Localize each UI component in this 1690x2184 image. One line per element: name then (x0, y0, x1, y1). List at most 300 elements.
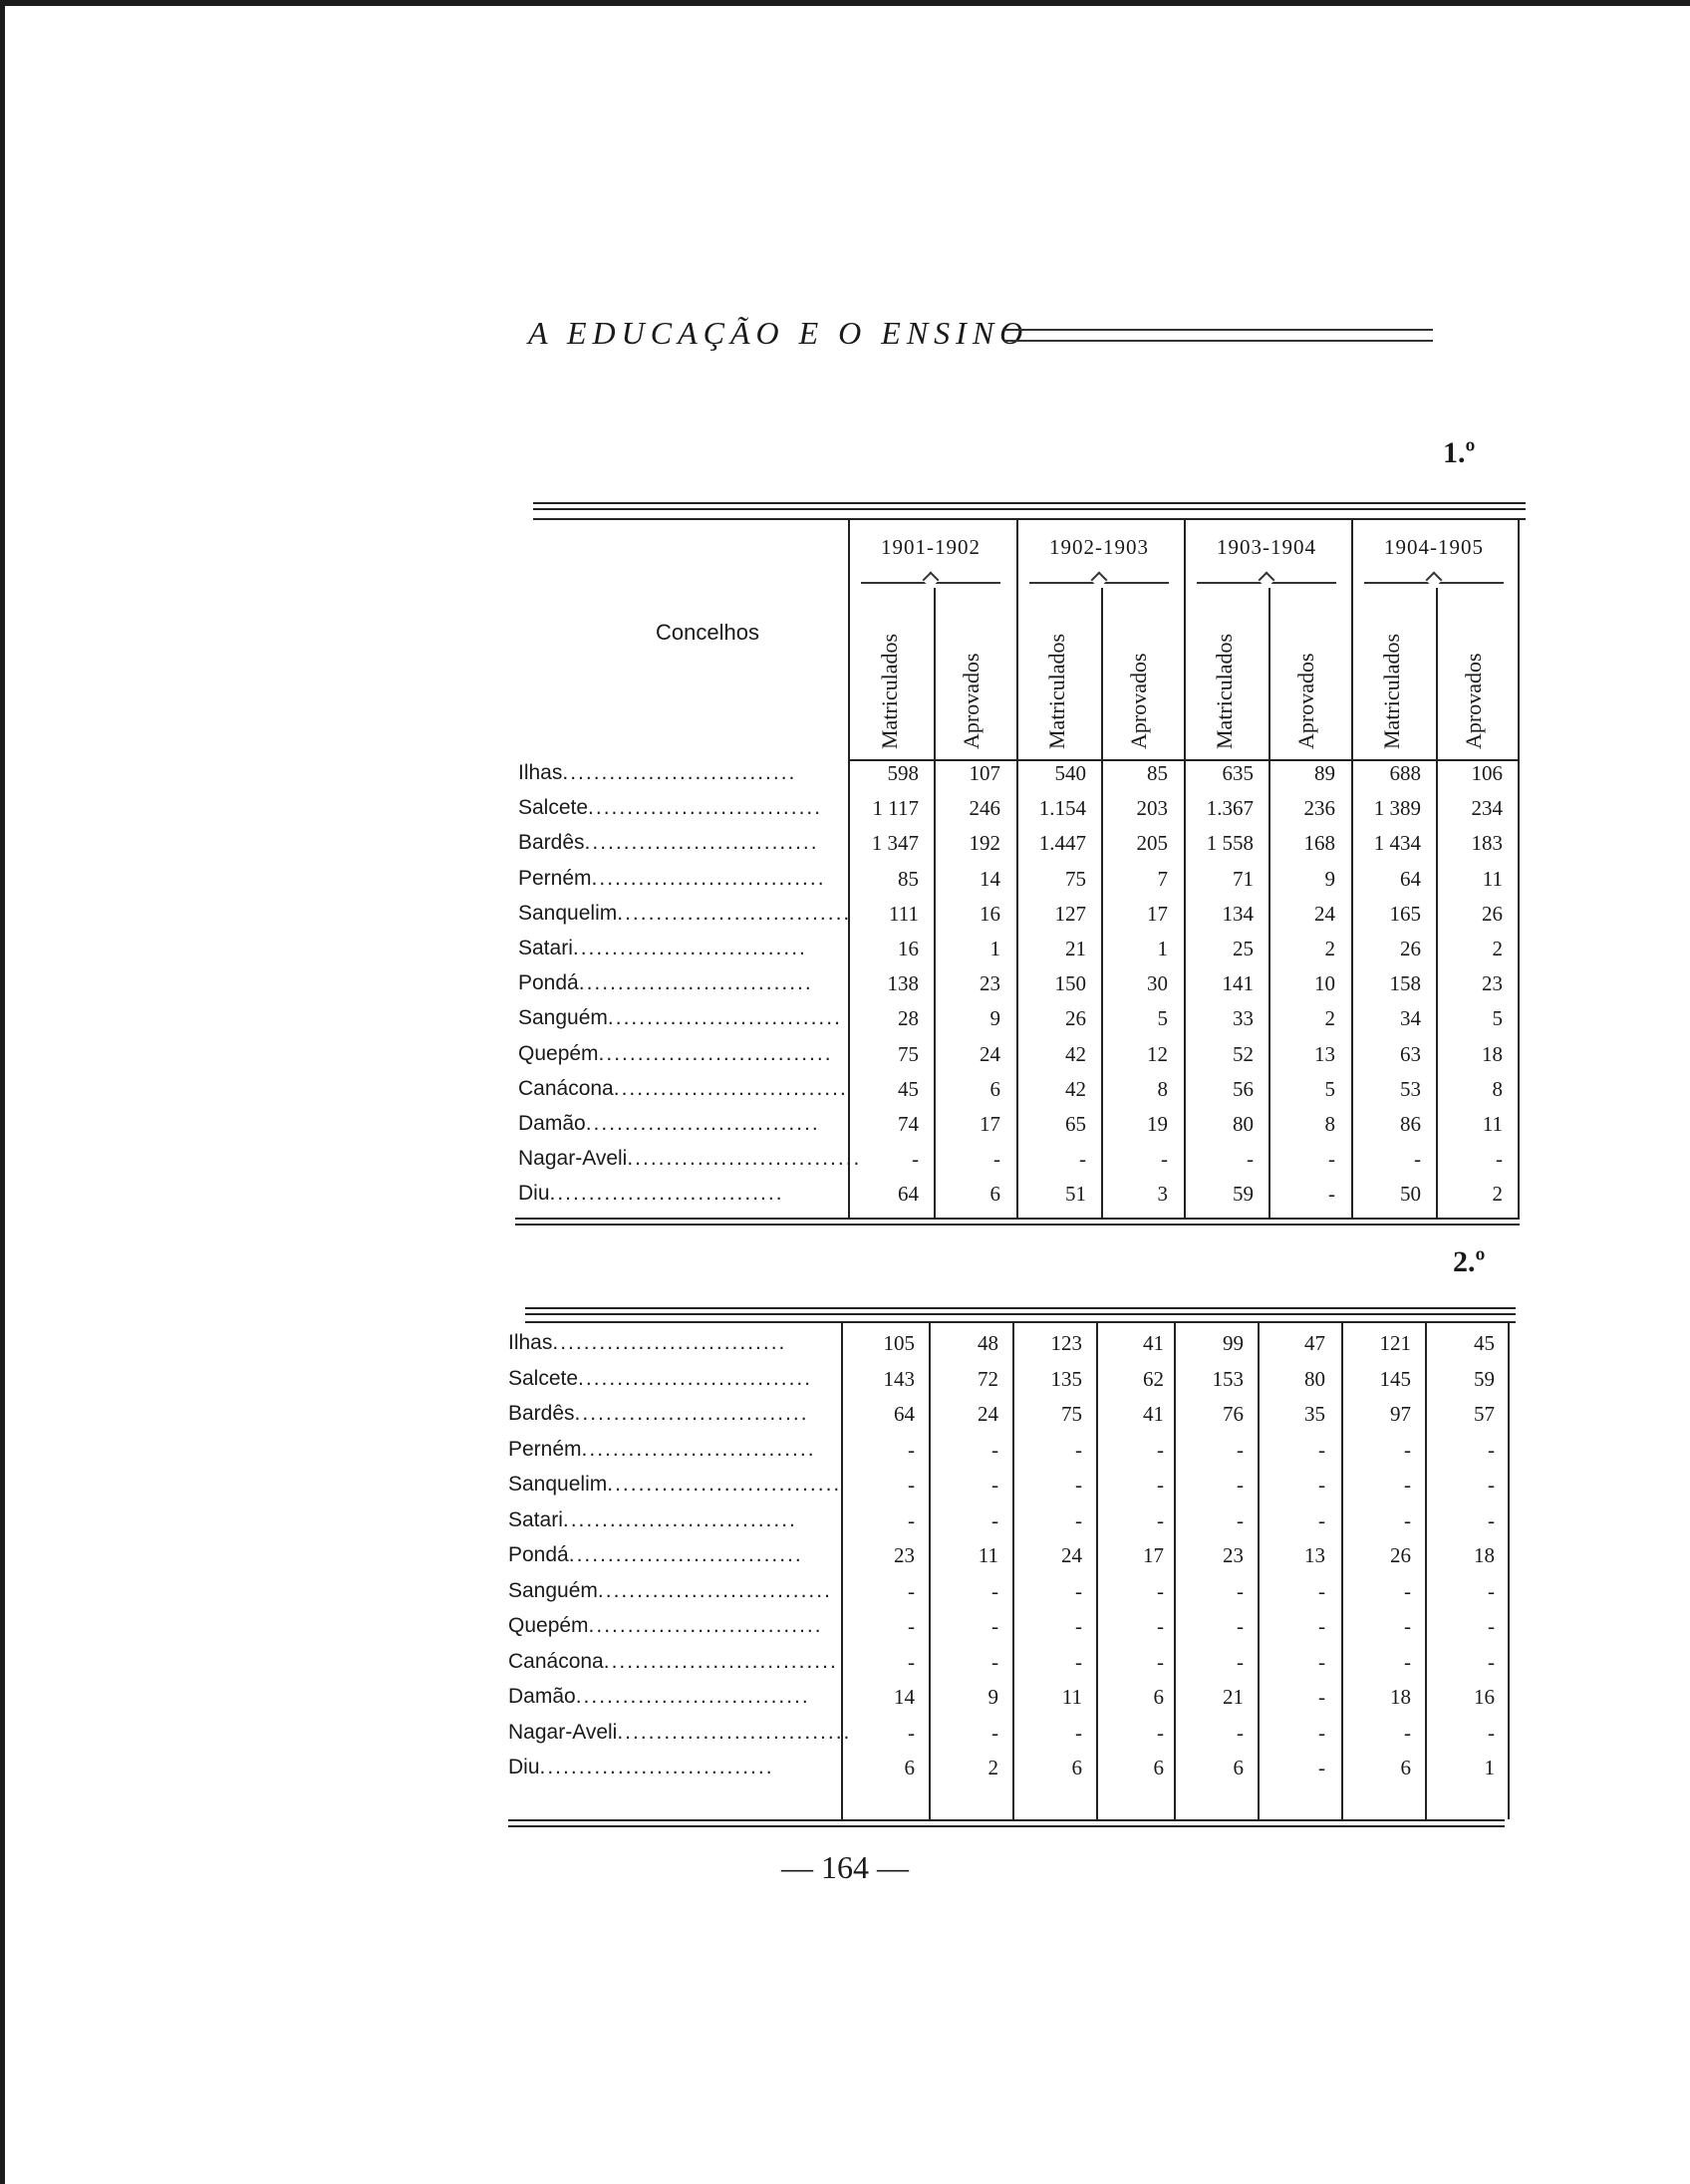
table-cell: 47 (1304, 1331, 1325, 1355)
table-cell: 53 (1400, 1076, 1421, 1101)
table-cell: - (1318, 1720, 1325, 1745)
table2-bottom-rule (508, 1819, 1505, 1827)
table-cell: 11 (1482, 1112, 1503, 1136)
table-cell: - (1404, 1578, 1411, 1603)
table-cell: 2 (1324, 937, 1335, 960)
row-label (518, 1006, 842, 1030)
table-cell: - (1079, 1147, 1086, 1172)
leader-dots: .............................. (572, 937, 807, 959)
concelho-name: Bardês (518, 831, 585, 855)
table-cell: 9 (1324, 866, 1335, 891)
table-cell: - (1157, 1614, 1164, 1638)
leader-dots: .............................. (578, 1366, 813, 1390)
table-cell: 59 (1233, 1182, 1254, 1207)
leader-dots: .............................. (607, 1473, 842, 1496)
column-rule (848, 518, 850, 1218)
leader-dots: .............................. (549, 1182, 784, 1206)
row-label (518, 901, 852, 926)
column-rule (841, 1321, 843, 1819)
leader-dots: .............................. (585, 1112, 820, 1135)
page-number: — 164 — (781, 1849, 909, 1885)
table-cell: 6 (1153, 1756, 1164, 1779)
column-rule (1518, 518, 1520, 1218)
leader-dots: .............................. (562, 761, 797, 784)
leader-dots: .............................. (562, 1507, 797, 1531)
leader-dots: .............................. (598, 1041, 833, 1065)
row-label (508, 1367, 827, 1391)
table-cell: 62 (1143, 1366, 1164, 1391)
row-label (518, 1182, 837, 1206)
table-cell: 2 (987, 1756, 998, 1779)
subheader-matriculados: Matriculados (877, 633, 902, 749)
table-cell: 6 (904, 1756, 915, 1779)
table-cell: 145 (1379, 1366, 1411, 1391)
table-cell: - (1075, 1507, 1082, 1532)
concelho-name: Pondá (518, 971, 579, 995)
table-cell: 236 (1303, 796, 1335, 821)
table-cell: 97 (1390, 1402, 1411, 1426)
row-label (508, 1508, 827, 1532)
table-cell: 26 (1400, 937, 1421, 960)
row-label (508, 1473, 842, 1497)
table-cell: 33 (1233, 1006, 1254, 1031)
table-cell: - (1488, 1614, 1495, 1638)
title-rule (1004, 329, 1433, 342)
table-cell: - (1075, 1649, 1082, 1674)
leader-dots: .............................. (588, 1614, 823, 1637)
column-rule (1268, 588, 1270, 1218)
table-cell: 17 (1147, 901, 1168, 926)
table1-bottom-rule (515, 1218, 1520, 1226)
table-cell: 34 (1400, 1006, 1421, 1031)
table-cell: - (912, 1147, 919, 1172)
table-cell: - (1404, 1473, 1411, 1497)
table-cell: 13 (1314, 1041, 1335, 1066)
table-cell: 30 (1147, 971, 1168, 996)
table-cell: 168 (1303, 831, 1335, 856)
year-brace (1364, 582, 1504, 594)
table-cell: 76 (1223, 1402, 1244, 1426)
table-cell: 2 (1492, 1182, 1503, 1207)
leader-dots: .............................. (584, 831, 819, 855)
table-cell: - (1404, 1614, 1411, 1638)
row-label (518, 1042, 837, 1066)
table-cell: 111 (889, 901, 919, 926)
table-cell: 65 (1065, 1112, 1086, 1136)
table-cell: 1 434 (1373, 831, 1421, 856)
table-cell: 18 (1482, 1041, 1503, 1066)
concelho-name: Sanquelim (518, 901, 618, 925)
concelho-name: Damão (518, 1112, 586, 1135)
table-cell: - (1237, 1614, 1244, 1638)
table-cell: 127 (1054, 901, 1086, 926)
leader-dots: .............................. (617, 901, 852, 925)
concelho-name: Salcete (518, 796, 589, 820)
table-cell: 6 (1153, 1685, 1164, 1709)
table-cell: 85 (1147, 761, 1168, 785)
table-cell: - (1161, 1147, 1168, 1172)
table-cell: 8 (1157, 1076, 1168, 1101)
table-cell: - (908, 1614, 915, 1638)
table-cell: - (1237, 1473, 1244, 1497)
leader-dots: .............................. (568, 1543, 803, 1566)
table-cell: 21 (1065, 937, 1086, 960)
table-cell: 14 (894, 1685, 915, 1709)
concelho-name: Satari (508, 1507, 563, 1531)
table-cell: 24 (1061, 1543, 1082, 1567)
table-cell: - (991, 1649, 998, 1674)
table-cell: 41 (1143, 1402, 1164, 1426)
row-label (508, 1614, 827, 1638)
table2-top-rule-inner (525, 1321, 1516, 1323)
table-cell: - (1488, 1720, 1495, 1745)
table-cell: 5 (1157, 1006, 1168, 1031)
table-cell: - (1318, 1437, 1325, 1462)
row-label (508, 1720, 852, 1745)
table-cell: - (1318, 1685, 1325, 1709)
row-label (508, 1578, 832, 1603)
row-label (508, 1402, 827, 1426)
concelho-name: Canácona (518, 1076, 614, 1100)
year-brace (861, 582, 1000, 594)
table-cell: 8 (1324, 1112, 1335, 1136)
table-cell: 165 (1389, 901, 1421, 926)
table-cell: - (1237, 1578, 1244, 1603)
table-cell: - (1404, 1720, 1411, 1745)
table-cell: 246 (969, 796, 1000, 821)
table-cell: - (1237, 1507, 1244, 1532)
concelho-name: Nagar-Aveli (508, 1720, 618, 1744)
table-cell: - (991, 1614, 998, 1638)
table-cell: - (1247, 1147, 1254, 1172)
table-cell: 16 (1474, 1685, 1495, 1709)
table-cell: 9 (987, 1685, 998, 1709)
leader-dots: .............................. (591, 866, 826, 890)
table-cell: 75 (1061, 1402, 1082, 1426)
column-rule (1101, 588, 1103, 1218)
table-cell: 18 (1390, 1685, 1411, 1709)
table-cell: - (1157, 1437, 1164, 1462)
leader-dots: .............................. (539, 1756, 774, 1778)
concelho-name: Damão (508, 1685, 576, 1708)
table-cell: 75 (898, 1041, 919, 1066)
table-cell: 86 (1400, 1112, 1421, 1136)
table-cell: - (1404, 1649, 1411, 1674)
concelho-name: Ilhas (508, 1331, 553, 1354)
table-cell: 16 (898, 937, 919, 960)
table-cell: 19 (1147, 1112, 1168, 1136)
concelho-name: Canácona (508, 1649, 604, 1673)
table-cell: 64 (898, 1182, 919, 1207)
table-cell: 10 (1314, 971, 1335, 996)
table-cell: 205 (1136, 831, 1168, 856)
column-rule (1351, 518, 1353, 1218)
concelho-name: Sanguém (508, 1578, 598, 1602)
table-cell: 635 (1222, 761, 1254, 785)
year-brace (1029, 582, 1169, 594)
table-cell: - (1414, 1147, 1421, 1172)
table-cell: - (991, 1720, 998, 1745)
table-cell: 150 (1054, 971, 1086, 996)
table-cell: 45 (898, 1076, 919, 1101)
table-cell: - (1404, 1507, 1411, 1532)
subheader-aprovados: Aprovados (1461, 653, 1486, 749)
table-cell: 18 (1474, 1543, 1495, 1567)
concelho-name: Quepém (518, 1041, 599, 1065)
column-rule (1425, 1321, 1427, 1819)
table-cell: - (1318, 1507, 1325, 1532)
table-cell: 17 (1143, 1543, 1164, 1567)
column-rule (1436, 588, 1438, 1218)
concelho-name: Diu (518, 1182, 550, 1206)
table-cell: 11 (978, 1543, 998, 1567)
leader-dots: .............................. (627, 1147, 862, 1171)
table-cell: 1 347 (871, 831, 919, 856)
subheader-matriculados: Matriculados (1379, 633, 1404, 749)
table-cell: 688 (1389, 761, 1421, 785)
table-cell: 23 (980, 971, 1000, 996)
concelho-name: Quepém (508, 1614, 589, 1637)
table-cell: - (1496, 1147, 1503, 1172)
table-cell: - (1488, 1507, 1495, 1532)
column-rule (1184, 518, 1186, 1218)
table-cell: 2 (1324, 1006, 1335, 1031)
table-cell: - (1075, 1614, 1082, 1638)
table-cell: 17 (980, 1112, 1000, 1136)
table-cell: 24 (980, 1041, 1000, 1066)
table-cell: - (1488, 1473, 1495, 1497)
table2-top-rule (525, 1307, 1516, 1315)
scan-edge-top (0, 0, 1690, 6)
table-cell: 134 (1222, 901, 1254, 926)
table-cell: 63 (1400, 1041, 1421, 1066)
table-cell: 8 (1492, 1076, 1503, 1101)
table-cell: 158 (1389, 971, 1421, 996)
table-cell: 25 (1233, 937, 1254, 960)
row-label (508, 1331, 827, 1355)
table-cell: - (1237, 1720, 1244, 1745)
table-cell: - (908, 1720, 915, 1745)
table-cell: - (991, 1437, 998, 1462)
table-cell: 13 (1304, 1543, 1325, 1567)
table-cell: 1.367 (1206, 796, 1254, 821)
column-rule (934, 588, 936, 1218)
table-cell: - (908, 1473, 915, 1497)
table-cell: 141 (1222, 971, 1254, 996)
table-cell: 1 (1484, 1756, 1495, 1779)
table-cell: - (908, 1649, 915, 1674)
table-cell: 71 (1233, 866, 1254, 891)
table-cell: 1 (1157, 937, 1168, 960)
row-label (508, 1543, 827, 1567)
table-cell: 107 (969, 761, 1000, 785)
table-cell: - (1075, 1473, 1082, 1497)
table-cell: 11 (1482, 866, 1503, 891)
table-cell: 540 (1054, 761, 1086, 785)
leader-dots: .............................. (574, 1402, 809, 1425)
table-cell: 12 (1147, 1041, 1168, 1066)
column-rule (1096, 1321, 1098, 1819)
table-cell: 48 (978, 1331, 998, 1355)
table-cell: 56 (1233, 1076, 1254, 1101)
table-cell: 153 (1212, 1366, 1244, 1391)
table-cell: - (908, 1437, 915, 1462)
table-cell: 23 (1482, 971, 1503, 996)
table-cell: 26 (1482, 901, 1503, 926)
table-cell: 35 (1304, 1402, 1325, 1426)
table-cell: 105 (883, 1331, 915, 1355)
row-label (518, 1076, 848, 1101)
table-cell: - (1075, 1720, 1082, 1745)
table-cell: 2 (1492, 937, 1503, 960)
table-cell: 1 389 (1373, 796, 1421, 821)
row-label (518, 761, 837, 785)
table-cell: - (1157, 1720, 1164, 1745)
leader-dots: .............................. (607, 1006, 842, 1030)
leader-dots: .............................. (603, 1649, 838, 1673)
table-cell: - (1237, 1649, 1244, 1674)
table-cell: - (1328, 1182, 1335, 1207)
table-cell: 21 (1223, 1685, 1244, 1709)
table-cell: 5 (1324, 1076, 1335, 1101)
section-label-1: 1.º (1443, 436, 1476, 469)
table-cell: - (1075, 1437, 1082, 1462)
year-header-1903: 1903-1904 (1217, 535, 1316, 559)
table-cell: 135 (1050, 1366, 1082, 1391)
concelhos-header: Concelhos (656, 620, 759, 645)
table-cell: 1 117 (872, 796, 919, 821)
table-cell: 123 (1050, 1331, 1082, 1355)
table-cell: 24 (1314, 901, 1335, 926)
row-label (508, 1756, 827, 1779)
table-cell: 52 (1233, 1041, 1254, 1066)
concelho-name: Diu (508, 1756, 540, 1778)
table1-top-rule (533, 502, 1526, 510)
table-cell: 64 (894, 1402, 915, 1426)
table-cell: 50 (1400, 1182, 1421, 1207)
table-cell: 24 (978, 1402, 998, 1426)
table-cell: 23 (894, 1543, 915, 1567)
table-cell: 1.154 (1038, 796, 1086, 821)
table-cell: 203 (1136, 796, 1168, 821)
column-rule (1012, 1321, 1014, 1819)
column-rule (1174, 1321, 1176, 1819)
column-rule (1341, 1321, 1343, 1819)
table-cell: 1 558 (1206, 831, 1254, 856)
row-label (518, 1112, 837, 1136)
concelho-name: Nagar-Aveli (518, 1147, 628, 1171)
table-cell: - (1488, 1437, 1495, 1462)
table-cell: - (991, 1473, 998, 1497)
row-label (508, 1649, 838, 1674)
table-cell: 6 (989, 1182, 1000, 1207)
row-label (518, 937, 837, 960)
table-cell: 99 (1223, 1331, 1244, 1355)
table-cell: - (1075, 1578, 1082, 1603)
table-cell: - (1488, 1578, 1495, 1603)
concelho-name: Sanquelim (508, 1473, 608, 1496)
concelho-name: Perném (508, 1437, 582, 1461)
table-cell: - (1318, 1578, 1325, 1603)
table-cell: 143 (883, 1366, 915, 1391)
table-cell: 80 (1233, 1112, 1254, 1136)
table-cell: - (1157, 1473, 1164, 1497)
table-cell: 7 (1157, 866, 1168, 891)
table-cell: 16 (980, 901, 1000, 926)
leader-dots: .............................. (575, 1685, 810, 1708)
table-cell: 26 (1390, 1543, 1411, 1567)
leader-dots: .............................. (581, 1437, 816, 1461)
table-cell: 14 (980, 866, 1000, 891)
year-header-1904: 1904-1905 (1384, 535, 1484, 559)
table-cell: 42 (1065, 1076, 1086, 1101)
subheader-aprovados: Aprovados (959, 653, 984, 749)
table-cell: - (1328, 1147, 1335, 1172)
subheader-matriculados: Matriculados (1212, 633, 1237, 749)
column-rule (929, 1321, 931, 1819)
table-cell: 23 (1223, 1543, 1244, 1567)
table-cell: - (1157, 1578, 1164, 1603)
table-cell: 6 (1071, 1756, 1082, 1779)
table-cell: 5 (1492, 1006, 1503, 1031)
table-cell: - (1318, 1756, 1325, 1779)
table-cell: 89 (1314, 761, 1335, 785)
table-cell: - (1404, 1437, 1411, 1462)
row-label (518, 796, 837, 820)
column-rule (1508, 1321, 1510, 1819)
table-cell: 1.447 (1038, 831, 1086, 856)
table-cell: 64 (1400, 866, 1421, 891)
leader-dots: .............................. (617, 1720, 852, 1744)
table-cell: - (1318, 1614, 1325, 1638)
table-cell: - (1488, 1649, 1495, 1674)
table-cell: 74 (898, 1112, 919, 1136)
table-cell: - (1237, 1437, 1244, 1462)
table-cell: 106 (1471, 761, 1503, 785)
leader-dots: .............................. (552, 1331, 787, 1354)
table-cell: 57 (1474, 1402, 1495, 1426)
table-cell: - (1318, 1473, 1325, 1497)
table-cell: 598 (887, 761, 919, 785)
table-cell: 80 (1304, 1366, 1325, 1391)
table-cell: - (1318, 1649, 1325, 1674)
concelho-name: Satari (518, 937, 573, 959)
column-rule (1016, 518, 1018, 1218)
table-cell: 9 (989, 1006, 1000, 1031)
table-cell: 183 (1471, 831, 1503, 856)
row-label (508, 1685, 827, 1709)
year-header-1902: 1902-1903 (1049, 535, 1149, 559)
table-cell: - (908, 1578, 915, 1603)
subheader-aprovados: Aprovados (1293, 653, 1318, 749)
subheader-aprovados: Aprovados (1126, 653, 1151, 749)
table-cell: - (908, 1507, 915, 1532)
table-cell: 6 (989, 1076, 1000, 1101)
table-cell: 26 (1065, 1006, 1086, 1031)
table-cell: - (991, 1578, 998, 1603)
table-cell: 75 (1065, 866, 1086, 891)
concelho-name: Pondá (508, 1543, 569, 1566)
year-brace (1197, 582, 1336, 594)
table-cell: - (1157, 1649, 1164, 1674)
table-cell: 59 (1474, 1366, 1495, 1391)
table-cell: 234 (1471, 796, 1503, 821)
year-header-1901: 1901-1902 (881, 535, 981, 559)
concelho-name: Salcete (508, 1366, 579, 1390)
row-label (518, 867, 837, 891)
column-rule (1258, 1321, 1260, 1819)
concelho-name: Ilhas (518, 761, 563, 784)
